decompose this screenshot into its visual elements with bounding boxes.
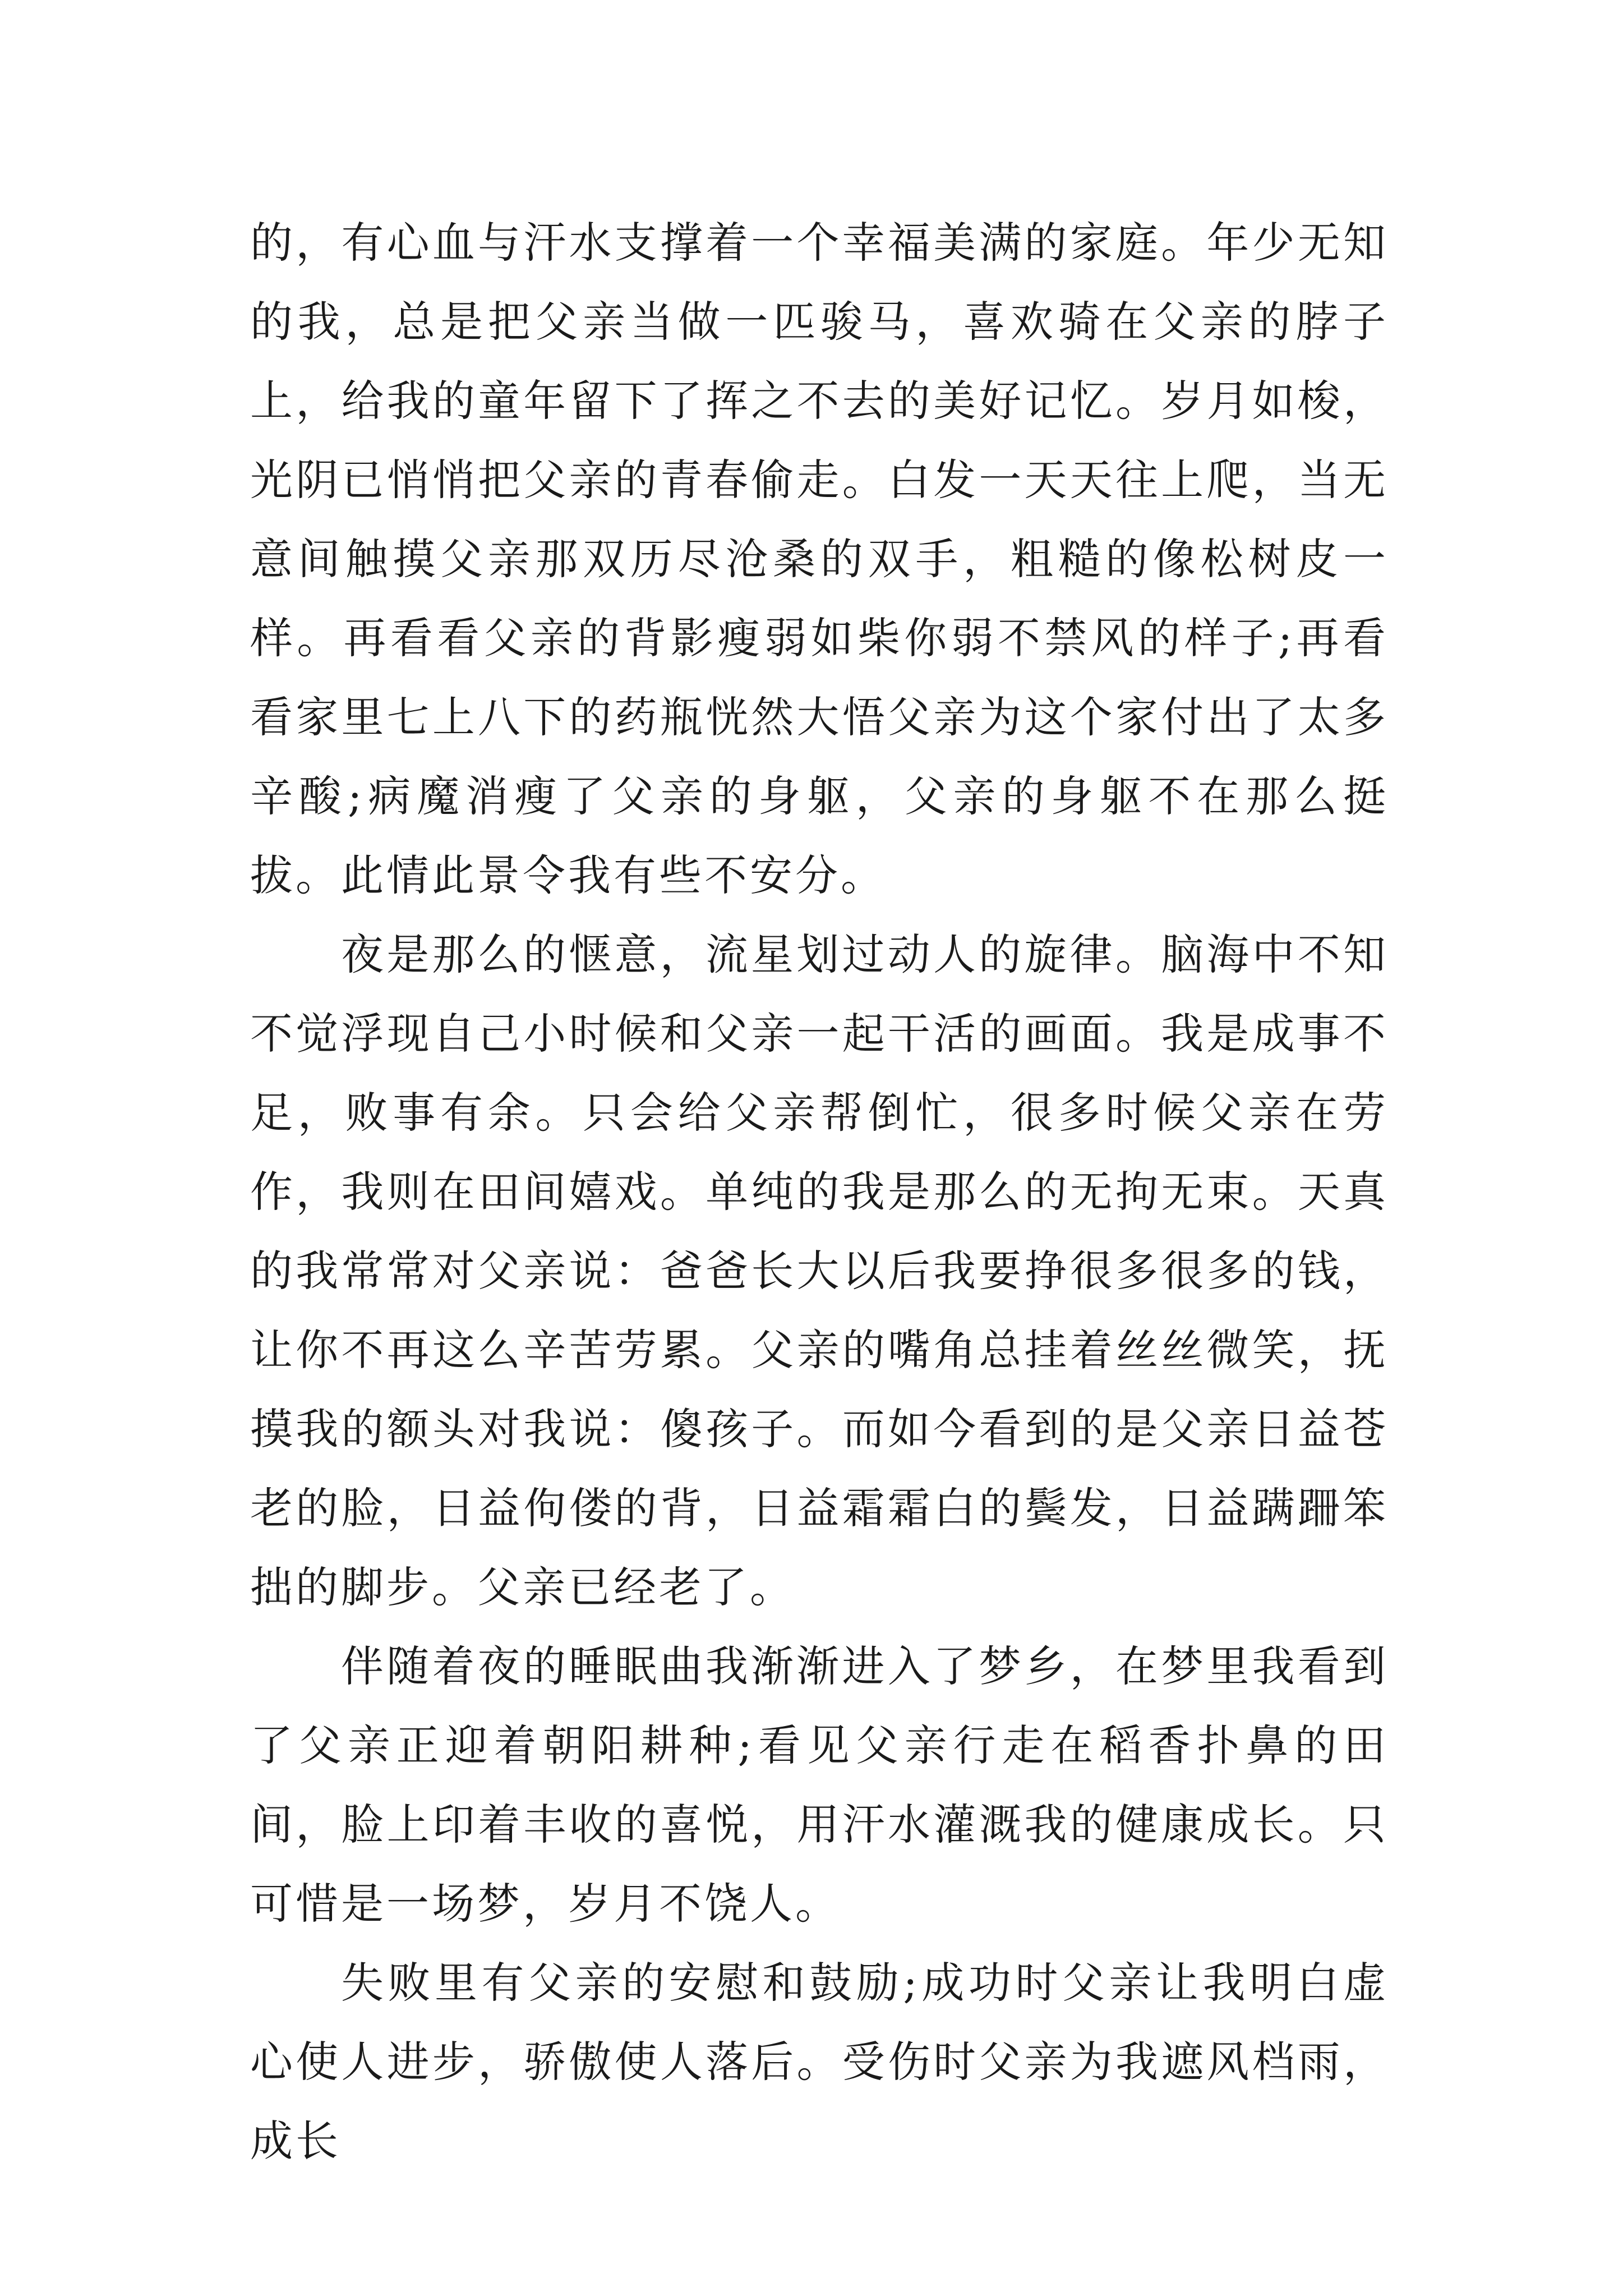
paragraph-4: 失败里有父亲的安慰和鼓励;成功时父亲让我明白虚心使人进步，骄傲使人落后。受伤时父亲为我遮风档雨，成长 [250,1958,1389,2166]
paragraph-1: 的，有心血与汗水支撑着一个幸福美满的家庭。年少无知的我，总是把父亲当做一匹骏马，喜欢骑在父亲的脖子上，给我的童年留下了挥之不去的美好记忆。岁月如梭，光阴已悄悄把父亲的青春偷走。白发一天天往上爬，当无意间触摸父亲那双历尽沧桑的双手，粗糙的像松树皮一样。再看看父亲的背影瘦弱如柴你弱不禁风的样子;再看看家里七上八下的药瓶恍然大悟父亲为这个家付出了太多辛酸;病魔消瘦了父亲的身躯，父亲的身躯不在那么挺拔。此情此景令我有些不安分。 [250,218,1389,900]
paragraph-2: 夜是那么的惬意，流星划过动人的旋律。脑海中不知不觉浮现自己小时候和父亲一起干活的画面。我是成事不足，败事有余。只会给父亲帮倒忙，很多时候父亲在劳作，我则在田间嬉戏。单纯的我是那么的无拘无束。天真的我常常对父亲说：爸爸长大以后我要挣很多很多的钱，让你不再这么辛苦劳累。父亲的嘴角总挂着丝丝微笑，抚摸我的额头对我说：傻孩子。而如今看到的是父亲日益苍老的脸，日益佝偻的背，日益霜霜白的鬓发，日益蹒跚笨拙的脚步。父亲已经老了。 [250,930,1389,1612]
paragraph-3: 伴随着夜的睡眠曲我渐渐进入了梦乡，在梦里我看到了父亲正迎着朝阳耕种;看见父亲行走在稻香扑鼻的田间，脸上印着丰收的喜悦，用汗水灌溉我的健康成长。只可惜是一场梦，岁月不饶人。 [250,1641,1389,1929]
body-text [250,203,1389,2180]
